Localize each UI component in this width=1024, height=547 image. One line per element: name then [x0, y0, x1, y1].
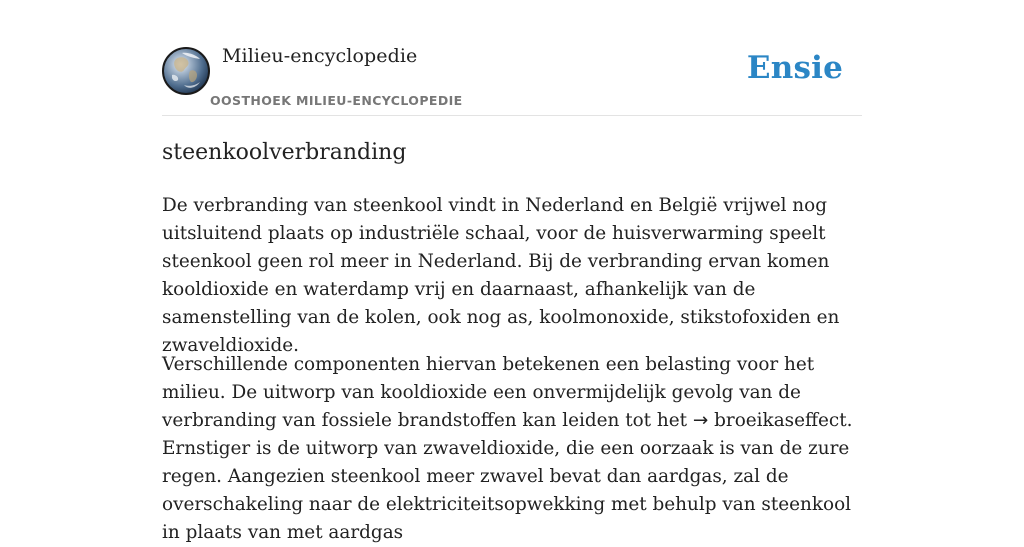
link-arrow-icon: → [692, 410, 709, 431]
paragraph-text: Verschillende componenten hiervan betekenen een belasting voor het milieu. De uitworp van kooldioxide een onvermijdelijk gevolg van de verbranding van fossiele brandstoffen kan leiden tot het [162, 354, 815, 431]
paragraph-text: . Ernstiger is de uitworp van zwaveldioxide, die een oorzaak is van de zure regen. Aangezien steenkool meer zwavel bevat dan aardgas, zal de overschakeling naar de elektriciteitsopwekking met behulp van steenkool in plaats van met aardgas [162, 410, 853, 543]
brand-logo[interactable]: Ensie [746, 50, 843, 86]
link-broeikaseffect[interactable]: broeikaseffect [714, 410, 847, 431]
site-subtitle[interactable]: OOSTHOEK MILIEU-ENCYCLOPEDIE [210, 93, 463, 108]
site-header [162, 0, 862, 116]
content-container [162, 0, 862, 543]
article-paragraph: De verbranding van steenkool vindt in Nederland en België vrijwel nog uitsluitend plaats op industriële schaal, voor de huisverwarming speelt steenkool geen rol meer in Nederland. Bij de verbranding ervan komen kooldioxide en waterdamp vrij en daarnaast, afhankelijk van de samenstelling van de kolen, ook nog as, koolmonoxide, stikstofoxiden en zwaveldioxide. [162, 195, 840, 356]
earth-globe-icon[interactable] [162, 47, 210, 95]
article-title: steenkoolverbranding [162, 140, 407, 165]
article-paragraph [162, 351, 862, 547]
site-title[interactable]: Milieu-encyclopedie [222, 45, 418, 67]
